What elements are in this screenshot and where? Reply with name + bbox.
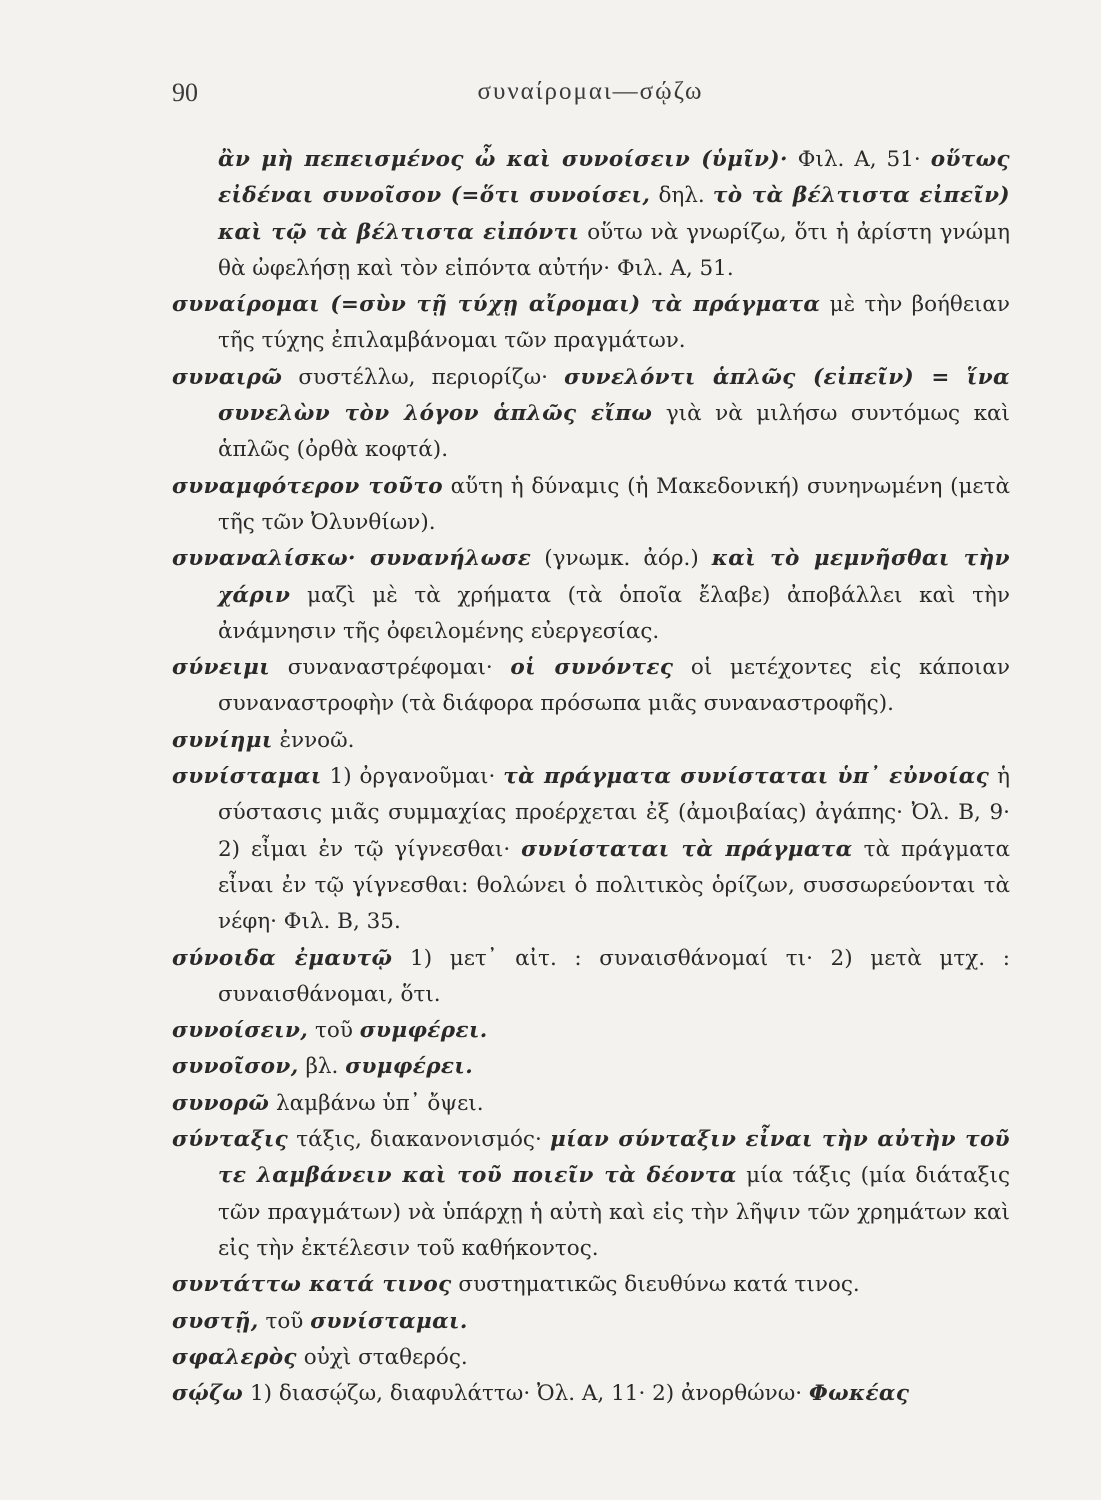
running-head: συναίρομαι—σῴζω [477,78,704,105]
headword-phrase: συνοίσειν, [172,1018,309,1044]
entry-synamfoteron [172,469,1010,542]
headword-phrase: σύνοιδα ἐμαυτῷ [172,945,393,971]
definition-text: ἡ σύστασις μιᾶς συμμαχίας προέρχεται ἐξ (ἀμοιβαίας) ἀγάπης· Ὀλ. Β, 9· 2) εἶμαι ἐν τῷ γίγνεσθαι· [218,764,1010,862]
definition-text: συστηματικῶς διευθύνω κατά τινος. [451,1272,860,1298]
definition-text: τοῦ [258,1308,311,1334]
definition-text: λαμβάνω ὑπ᾽ ὄψει. [269,1090,484,1116]
entry-synoison [172,1049,1010,1085]
headword-phrase: συναναλίσκω· συνανήλωσε [172,546,532,572]
definition-text: αὕτη ἡ δύναμις (ἡ Μακεδονική) συνηνωμένη (μετὰ τῆς τῶν Ὀλυνθίων). [218,473,1010,535]
headword-phrase: συνορῶ [172,1090,270,1116]
definition-text: οὕτω νὰ γνωρίζω, ὅτι ἡ ἀρίστη γνώμη θὰ ὠφελήσῃ καὶ τὸν εἰπόντα αὐτήν· Φιλ. Α, 51. [218,219,1010,281]
entry-syntaxis [172,1122,1010,1267]
headword-phrase: συναιρῶ [172,364,283,390]
headword-phrase: σφαλερὸς [172,1344,297,1370]
headword-phrase: συντάττω κατά τινος [172,1272,452,1298]
headword-phrase: συνίσταται τὰ πράγματα [521,836,853,862]
definition-text: μὲ τὴν βοήθειαν τῆς τύχης ἐπιλαμβάνομαι τῶν πραγμάτων. [218,292,1010,354]
headword-phrase: συνοῖσον, [172,1054,299,1080]
headword-phrase: σύνειμι [172,655,271,681]
headword-phrase: μίαν σύνταξιν εἶναι τὴν αὐτὴν τοῦ τε λαμβάνειν καὶ τοῦ ποιεῖν τὰ δέοντα [218,1127,1010,1189]
definition-text: οἱ μετέχοντες εἰς κάποιαν συναναστροφὴν (τὰ διάφορα πρόσωπα μιᾶς συναναστροφῆς). [218,655,1010,717]
page-header [172,78,1009,118]
definition-text: δηλ. [650,183,713,209]
entry-synoida [172,941,1010,1014]
headword-phrase: οὕτως εἰδέναι συνοῖσον (=ὅτι συνοίσει, [218,147,1010,209]
definition-text: 1) μετ᾽ αἰτ. : συναισθάνομαί τι· 2) μετὰ μτχ. : συναισθάνομαι, ὅτι. [218,945,1010,1007]
entry-sfaleros [172,1340,1010,1376]
headword-phrase: συναίρομαι (=σὺν τῇ τύχῃ αἴρομαι) τὰ πράγματα [172,292,821,318]
definition-text: 1) διασῴζω, διαφυλάττω· Ὀλ. Α, 11· 2) ἀνορθώνω· [243,1381,809,1407]
definition-text: συστέλλω, περιορίζω· [282,364,565,390]
definition-text: βλ. [298,1054,346,1080]
definition-text: γιὰ νὰ μιλήσω συντόμως καὶ ἁπλῶς (ὀρθὰ κοφτά). [218,401,1010,463]
headword-phrase: Φωκέας [808,1381,910,1407]
entry-synistamai [172,759,1010,940]
definition-text: Φιλ. Α, 51· [787,147,931,172]
headword-phrase: συστῇ, [172,1308,259,1334]
headword-phrase: τὸ τὰ βέλτιστα εἰπεῖν) καὶ τῷ τὰ βέλτιστα εἰπόντι [218,183,1010,245]
entry-syneimi [172,650,1010,723]
entry-syniemi [172,723,1010,759]
headword-phrase: συνελόντι ἁπλῶς (εἰπεῖν) = ἵνα συνελὼν τὸν λόγον ἁπλῶς εἴπω [218,364,1010,427]
headword-phrase: σῴζω [172,1381,244,1407]
definition-text: τάξις, διακανονισμός· [288,1127,550,1153]
definition-text: 1) ὀργανοῦμαι· [321,764,504,790]
dictionary-entries [172,142,1010,1412]
headword-phrase: ἂν μὴ πεπεισμένος ὦ καὶ συνοίσειν (ὑμῖν)· [218,147,788,172]
entry-sozo [172,1376,1010,1412]
headword-phrase: οἱ συνόντες [510,655,674,681]
entry-synairomai [172,287,1010,360]
headword-phrase: συνίσταμαι [172,764,322,790]
headword-phrase: τὰ πράγματα συνίσταται ὑπ᾽ εὐνοίας [503,764,990,790]
headword-phrase: συνίημι [172,727,273,753]
definition-text: τὰ πράγματα εἶναι ἐν τῷ γίγνεσθαι: θολώνει ὁ πολιτικὸς ὁρίζων, συσσωρεύονται τὰ νέφη· Φιλ. Β, 35. [218,836,1011,935]
entry-synoro [172,1086,1010,1122]
definition-text: μαζὶ μὲ τὰ χρήματα (τὰ ὁποῖα ἔλαβε) ἀποβάλλει καὶ τὴν ἀνάμνησιν τῆς ὀφειλομένης εὐεργεσίας. [218,582,1010,644]
entry-syntatto [172,1267,1010,1303]
headword-phrase: συμφέρει. [359,1018,488,1044]
definition-text: τοῦ [308,1018,360,1044]
definition-text: (γνωμκ. ἀόρ.) [531,546,712,572]
definition-text: οὐχὶ σταθερός. [296,1344,468,1370]
headword-phrase: συμφέρει. [345,1054,474,1080]
entry-synairo [172,360,1010,469]
headword-phrase: συναμφότερον τοῦτο [172,473,443,499]
entry-continuation [172,142,1010,287]
definition-text: ἐννοῶ. [272,727,355,753]
headword-phrase: συνίσταμαι. [310,1308,468,1334]
entry-systi [172,1304,1010,1340]
headword-phrase: καὶ τὸ μεμνῆσθαι τὴν χάριν [218,546,1010,608]
definition-text: συναναστρέφομαι· [270,655,511,681]
entry-synanaliskо [172,541,1010,650]
headword-phrase: σύνταξις [172,1127,289,1153]
definition-text: μία τάξις (μία διάταξις τῶν πραγμάτων) νὰ ὑπάρχῃ ἡ αὐτὴ καὶ εἰς τὴν λῆψιν τῶν χρημάτων καὶ εἰς τὴν ἐκτέλεσιν τοῦ καθήκοντος. [218,1163,1010,1261]
entry-synoisein [172,1013,1010,1049]
page-number: 90 [172,78,198,107]
